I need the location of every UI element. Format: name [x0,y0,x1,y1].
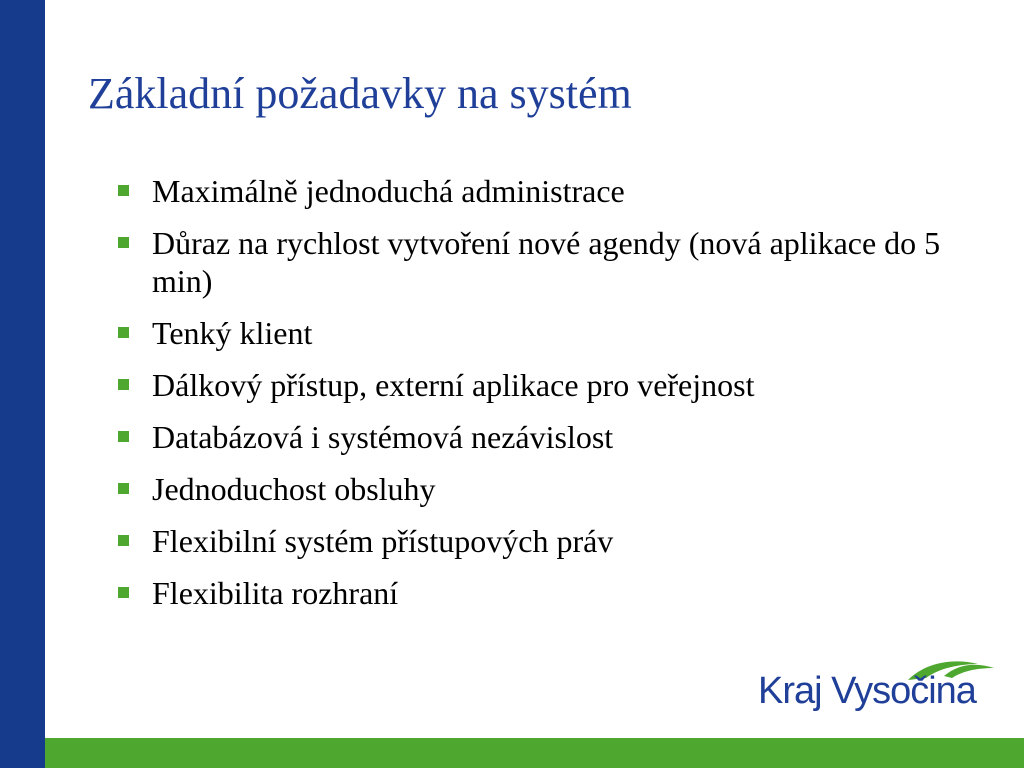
square-bullet-icon [118,237,129,248]
bullet-item [118,470,958,508]
bullet-text: Databázová i systémová nezávislost [152,419,614,455]
bullet-item [118,522,958,560]
kraj-vysocina-logo [758,656,998,720]
bullet-text: Dálkový přístup, externí aplikace pro veřejnost [152,367,755,403]
bullet-text: Jednoduchost obsluhy [152,471,436,507]
bullet-item [118,366,958,404]
bullet-text: Flexibilita rozhraní [152,575,399,611]
bullet-item [118,314,958,352]
square-bullet-icon [118,431,129,442]
bullet-text: Důraz na rychlost vytvoření nové agendy (nová aplikace do 5 min) [152,225,941,299]
bullet-item [118,172,958,210]
bottom-left-accent [0,738,45,768]
square-bullet-icon [118,587,129,598]
bullet-text: Tenký klient [152,315,313,351]
bullet-item [118,224,958,300]
square-bullet-icon [118,483,129,494]
bullet-text: Maximálně jednoduchá administrace [152,173,625,209]
bullet-list [118,172,958,626]
square-bullet-icon [118,535,129,546]
square-bullet-icon [118,379,129,390]
square-bullet-icon [118,185,129,196]
logo-text: Kraj Vysočina [758,670,976,712]
slide-title: Základní požadavky na systém [88,69,632,118]
left-accent-bar [0,0,45,738]
bullet-item [118,574,958,612]
bullet-item [118,418,958,456]
bottom-accent-bar [0,738,1024,768]
bullet-text: Flexibilní systém přístupových práv [152,523,614,559]
square-bullet-icon [118,327,129,338]
